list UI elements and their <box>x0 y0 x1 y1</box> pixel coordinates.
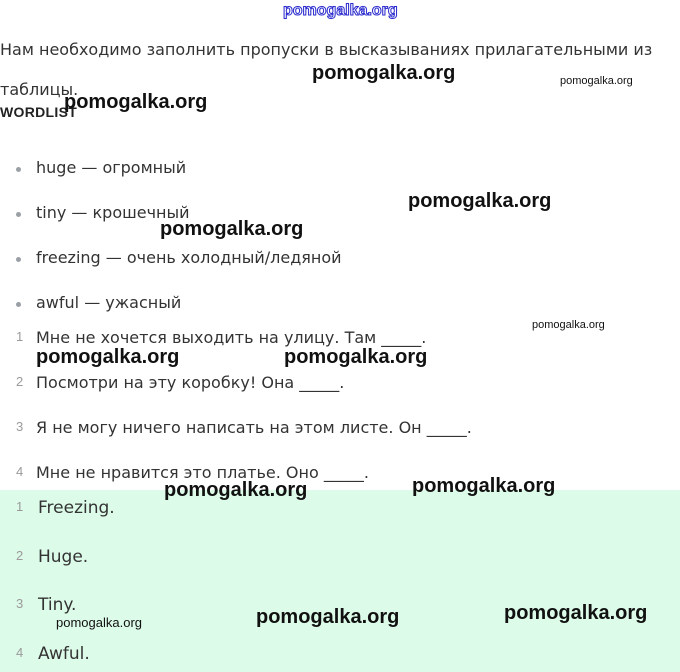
answer-number: 2 <box>16 548 24 563</box>
task-text: Мне не хочется выходить на улицу. Там _____. <box>36 328 427 347</box>
answer-text: Awful. <box>38 644 90 664</box>
answer-number: 4 <box>16 645 24 660</box>
answer-text: Huge. <box>38 547 89 567</box>
watermark: pomogalka.org <box>283 2 398 19</box>
task-number: 1 <box>16 329 24 344</box>
bullet-icon <box>16 257 21 262</box>
bullet-icon <box>16 212 21 217</box>
watermark: pomogalka.org <box>412 475 556 497</box>
wordlist-item-text: freezing — очень холодный/ледяной <box>36 248 342 267</box>
watermark: pomogalka.org <box>256 606 400 628</box>
task-text: Мне не нравится это платье. Оно _____. <box>36 463 369 482</box>
answer-text: Tiny. <box>38 595 77 615</box>
task-number: 4 <box>16 464 24 479</box>
answer-number: 3 <box>16 596 24 611</box>
task-text: Я не могу ничего написать на этом листе. Он _____. <box>36 418 472 437</box>
task-intro: Нам необходимо заполнить пропуски в высказываниях прилагательными из таблицы. <box>0 40 653 99</box>
wordlist-item-text: huge — огромный <box>36 158 187 177</box>
watermark: pomogalka.org <box>164 479 308 501</box>
watermark: pomogalka.org <box>504 602 648 624</box>
watermark: pomogalka.org <box>284 346 428 368</box>
task-number: 2 <box>16 374 24 389</box>
task-text: Посмотри на эту коробку! Она _____. <box>36 373 345 392</box>
watermark: pomogalka.org <box>312 62 456 84</box>
watermark: pomogalka.org <box>160 218 304 240</box>
bullet-icon <box>16 302 21 307</box>
answer-text: Freezing. <box>38 498 115 518</box>
watermark: pomogalka.org <box>532 319 605 331</box>
wordlist-item-text: awful — ужасный <box>36 293 182 312</box>
wordlist-heading: WORDLIST <box>0 104 78 120</box>
watermark: pomogalka.org <box>408 190 552 212</box>
bullet-icon <box>16 167 21 172</box>
watermark: pomogalka.org <box>56 615 142 630</box>
task-number: 3 <box>16 419 24 434</box>
watermark: pomogalka.org <box>36 346 180 368</box>
watermark: pomogalka.org <box>64 91 208 113</box>
wordlist-item-text: tiny — крошечный <box>36 203 190 222</box>
watermark: pomogalka.org <box>560 75 633 87</box>
answer-number: 1 <box>16 499 24 514</box>
